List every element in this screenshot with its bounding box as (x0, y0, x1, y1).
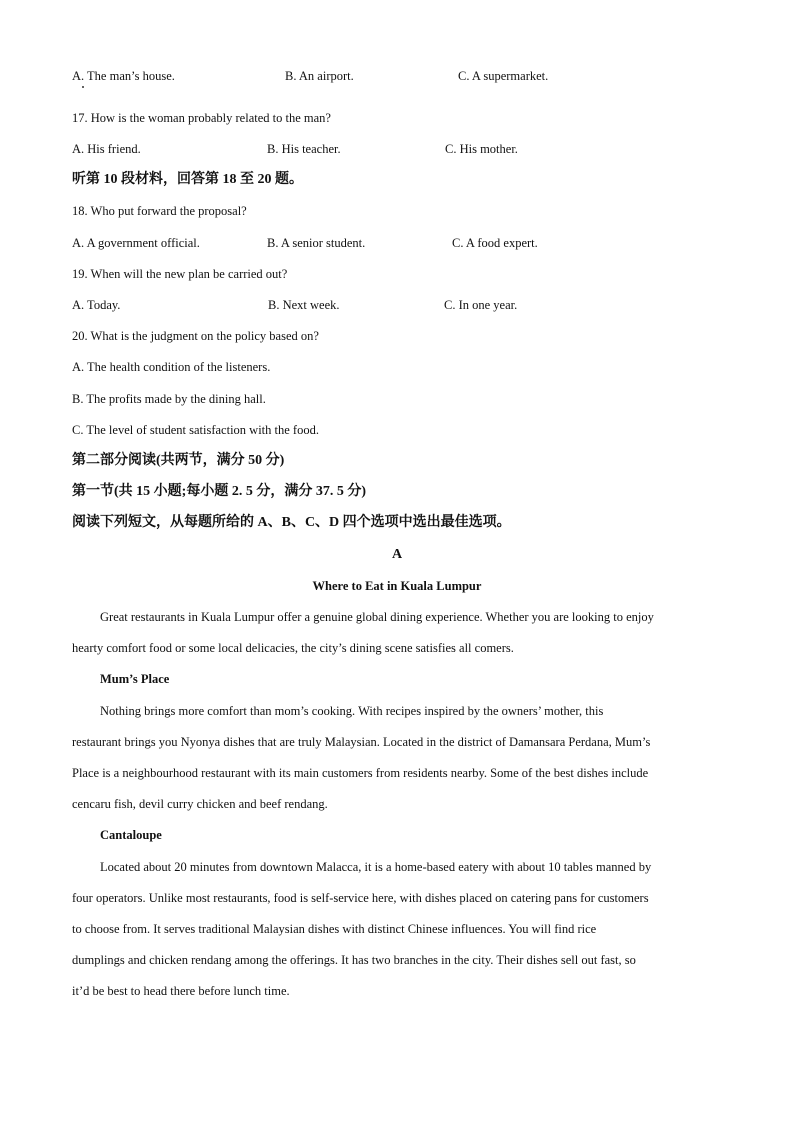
ink-dot (82, 86, 84, 88)
q20-question: 20. What is the judgment on the policy based on? (72, 329, 319, 343)
passage-title: Where to Eat in Kuala Lumpur (312, 579, 482, 593)
q17-option-b: B. His teacher. (267, 142, 341, 156)
q16-option-b: B. An airport. (285, 69, 354, 83)
reading-instruction: 阅读下列短文，从每题所给的 A、B、C、D 四个选项中选出最佳选项。 (72, 515, 511, 530)
mums-place-line-3: Place is a neighbourhood restaurant with its main customers from residents nearby. Some of the best dishes include (72, 766, 649, 780)
q17-question: 17. How is the woman probably related to the man? (72, 111, 331, 125)
cantaloupe-line-1: Located about 20 minutes from downtown Malacca, it is a home-based eatery with about 10 tables manned by (100, 860, 652, 874)
q19-option-c: C. In one year. (444, 298, 518, 312)
restaurant-heading-mums-place: Mum’s Place (100, 672, 170, 686)
q18-option-c: C. A food expert. (452, 236, 538, 250)
cantaloupe-line-4: dumplings and chicken rendang among the offerings. It has two branches in the city. Their dishes sell out fast, so (72, 953, 636, 967)
cantaloupe-line-3: to choose from. It serves traditional Malaysian dishes with distinct Chinese influences. You will find rice (72, 922, 597, 936)
q20-option-a: A. The health condition of the listeners. (72, 360, 271, 374)
mums-place-line-2: restaurant brings you Nyonya dishes that are truly Malaysian. Located in the district of Damansara Perdana, Mum’s (72, 735, 651, 749)
intro-line-2: hearty comfort food or some local delicacies, the city’s dining scene satisfies all comers. (72, 641, 514, 655)
q17-option-c: C. His mother. (445, 142, 518, 156)
q20-option-b: B. The profits made by the dining hall. (72, 392, 266, 406)
q19-option-a: A. Today. (72, 298, 121, 312)
mums-place-line-4: cencaru fish, devil curry chicken and beef rendang. (72, 797, 328, 811)
q19-question: 19. When will the new plan be carried out? (72, 267, 288, 281)
mums-place-line-1: Nothing brings more comfort than mom’s cooking. With recipes inspired by the owners’ mother, this (100, 704, 604, 718)
q18-option-a: A. A government official. (72, 236, 200, 250)
q18-option-b: B. A senior student. (267, 236, 366, 250)
q19-option-b: B. Next week. (268, 298, 340, 312)
q16-option-c: C. A supermarket. (458, 69, 549, 83)
section-1-heading: 第一节(共 15 小题;每小题 2. 5 分，满分 37. 5 分) (72, 484, 366, 499)
q20-option-c: C. The level of student satisfaction with the food. (72, 423, 319, 437)
q18-question: 18. Who put forward the proposal? (72, 204, 247, 218)
part-2-heading: 第二部分阅读(共两节，满分 50 分) (72, 453, 285, 468)
passage-letter: A (391, 547, 403, 562)
cantaloupe-line-2: four operators. Unlike most restaurants, food is self-service here, with dishes placed on catering pans for customers (72, 891, 649, 905)
restaurant-heading-cantaloupe: Cantaloupe (100, 828, 162, 842)
q16-option-a: A. The man’s house. (72, 69, 175, 83)
q17-option-a: A. His friend. (72, 142, 141, 156)
cantaloupe-line-5: it’d be best to head there before lunch time. (72, 984, 290, 998)
intro-line-1: Great restaurants in Kuala Lumpur offer a genuine global dining experience. Whether you are looking to enjoy (100, 610, 654, 624)
section-10-heading: 听第 10 段材料，回答第 18 至 20 题。 (72, 172, 303, 187)
